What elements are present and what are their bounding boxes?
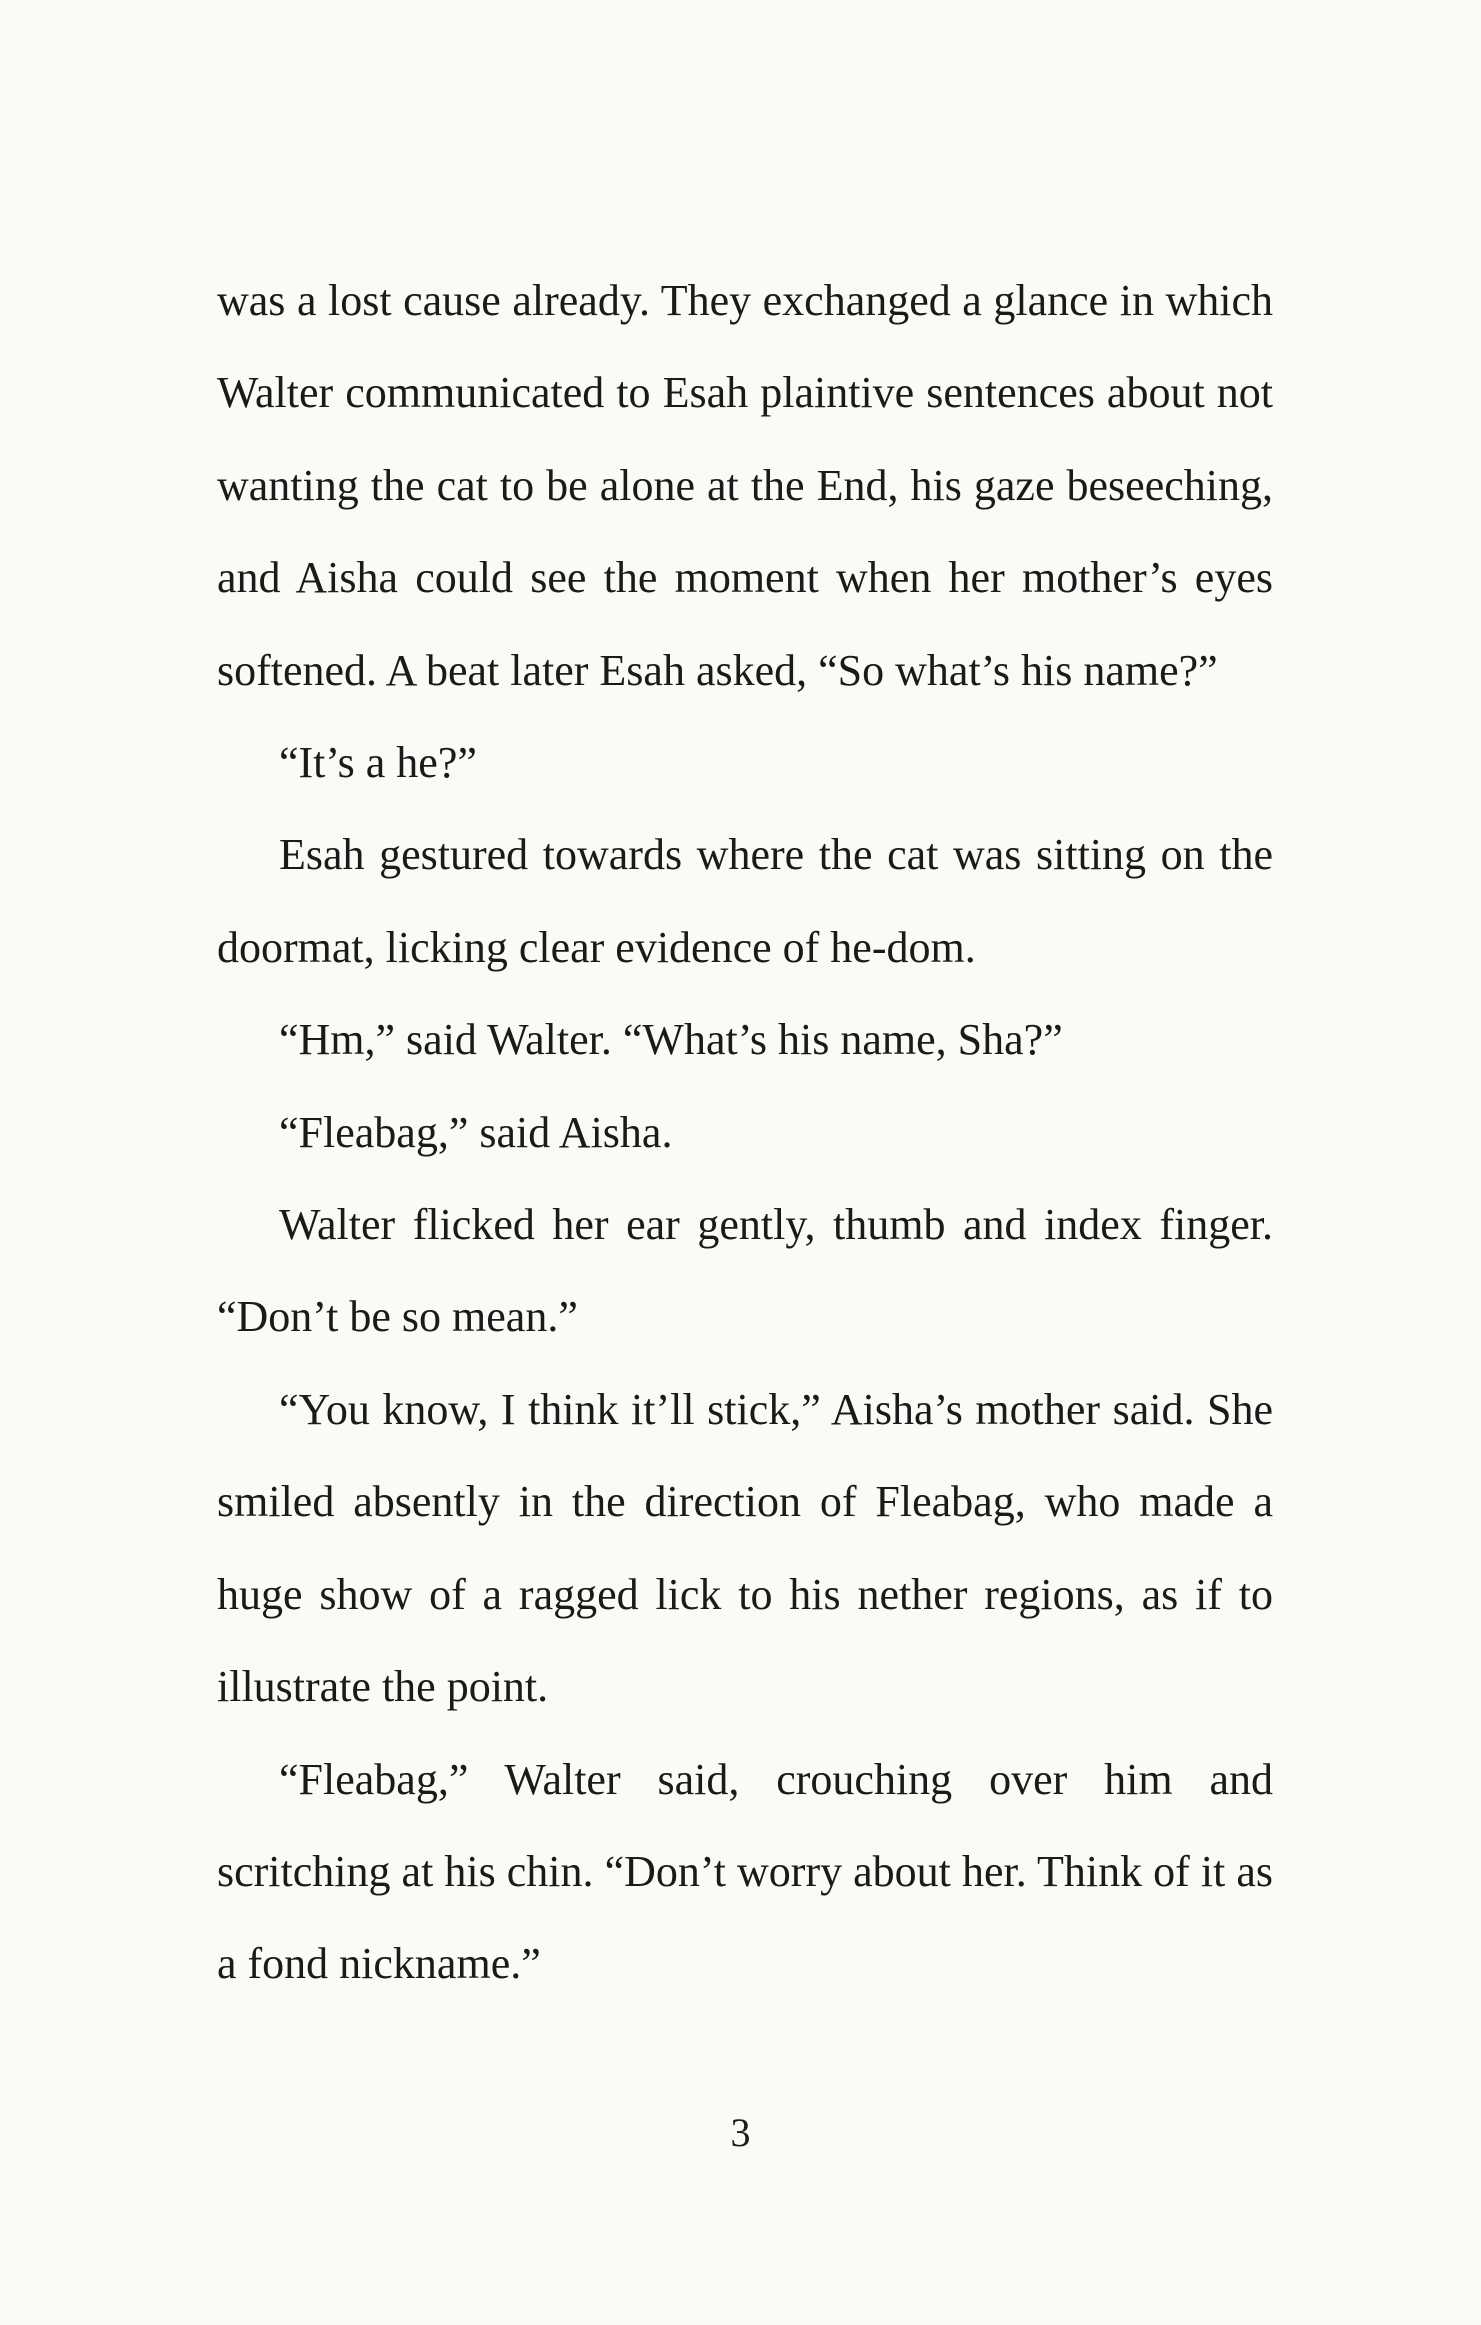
body-text xyxy=(217,255,1273,2011)
paragraph: “It’s a he?” xyxy=(279,738,477,788)
paragraph: “You know, I think it’ll stick,” Aisha’s mother said. She smiled absently in the direction of Fleabag, who made a huge show of a ragged lick to his nether regions, as if to illustrate the point. xyxy=(217,1384,1273,1712)
paragraph: Esah gestured towards where the cat was sitting on the doormat, licking clear evidence of he-dom. xyxy=(217,830,1273,972)
paragraph-continued: was a lost cause already. They exchanged a glance in which Walter communicated to Esah plaintive sentences about not wanting the cat to be alone at the End, his gaze beseeching, and Aisha could see the moment when her mother’s eyes softened. A beat later Esah asked, “So what’s his name?” xyxy=(217,276,1273,695)
paragraph: “Hm,” said Walter. “What’s his name, Sha?” xyxy=(279,1015,1063,1065)
page-number: 3 xyxy=(730,2110,751,2155)
paragraph: “Fleabag,” said Aisha. xyxy=(279,1107,673,1157)
paragraph: “Fleabag,” Walter said, crouching over him and scritching at his chin. “Don’t worry about her. Think of it as a fond nickname.” xyxy=(217,1754,1273,1989)
paragraph: Walter flicked her ear gently, thumb and index finger. “Don’t be so mean.” xyxy=(217,1200,1273,1342)
